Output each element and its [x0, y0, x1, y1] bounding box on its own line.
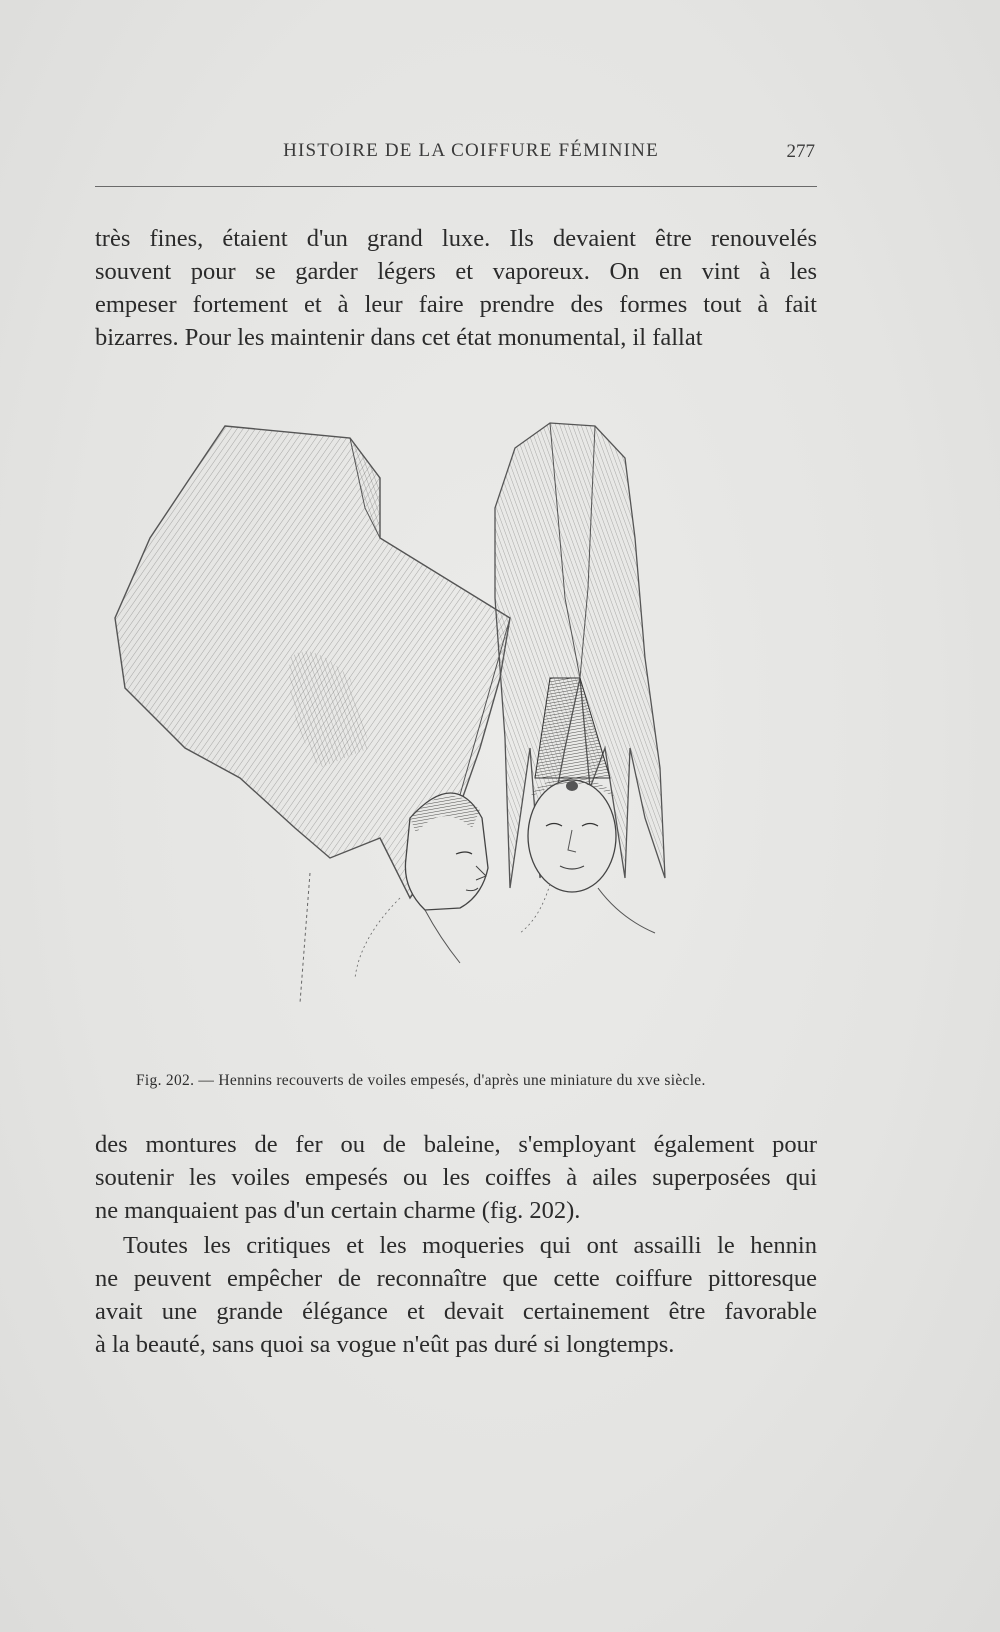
paragraph-middle — [95, 1128, 817, 1227]
figure-caption: Fig. 202. — Hennins recouverts de voiles empesés, d'après une miniature du xve siècle. — [136, 1072, 706, 1089]
text-line: Toutes les critiques et les moqueries qui ont assailli le hennin — [123, 1232, 817, 1259]
text-line: empeser fortement et à leur faire prendre des formes tout à fait — [95, 291, 817, 318]
right-figure-head — [520, 777, 655, 934]
page-number: 277 — [786, 141, 815, 162]
text-line: très fines, étaient d'un grand luxe. Ils devaient être renouvelés — [95, 225, 817, 252]
header-rule — [95, 186, 817, 187]
text-line: bizarres. Pour les maintenir dans cet état monumental, il fallat — [95, 324, 703, 351]
text-line: ne manquaient pas d'un certain charme (fig. 202). — [95, 1197, 581, 1224]
text-line: souvent pour se garder légers et vaporeux. On en vint à les — [95, 258, 817, 285]
running-head — [95, 140, 817, 170]
text-line: à la beauté, sans quoi sa vogue n'eût pas duré si longtemps. — [95, 1331, 675, 1358]
text-line: soutenir les voiles empesés ou les coiffes à ailes superposées qui — [95, 1164, 817, 1191]
running-title: HISTOIRE DE LA COIFFURE FÉMININE — [283, 140, 659, 161]
text-line: avait une grande élégance et devait certainement être favorable — [95, 1298, 817, 1325]
engraving-illustration — [110, 418, 710, 1058]
paragraph-bottom — [95, 1229, 817, 1361]
text-line: des montures de fer ou de baleine, s'employant également pour — [95, 1131, 817, 1158]
paragraph-top — [95, 222, 817, 354]
text-line: ne peuvent empêcher de reconnaître que cette coiffure pittoresque — [95, 1265, 817, 1292]
left-hennin-veil — [115, 426, 510, 1003]
